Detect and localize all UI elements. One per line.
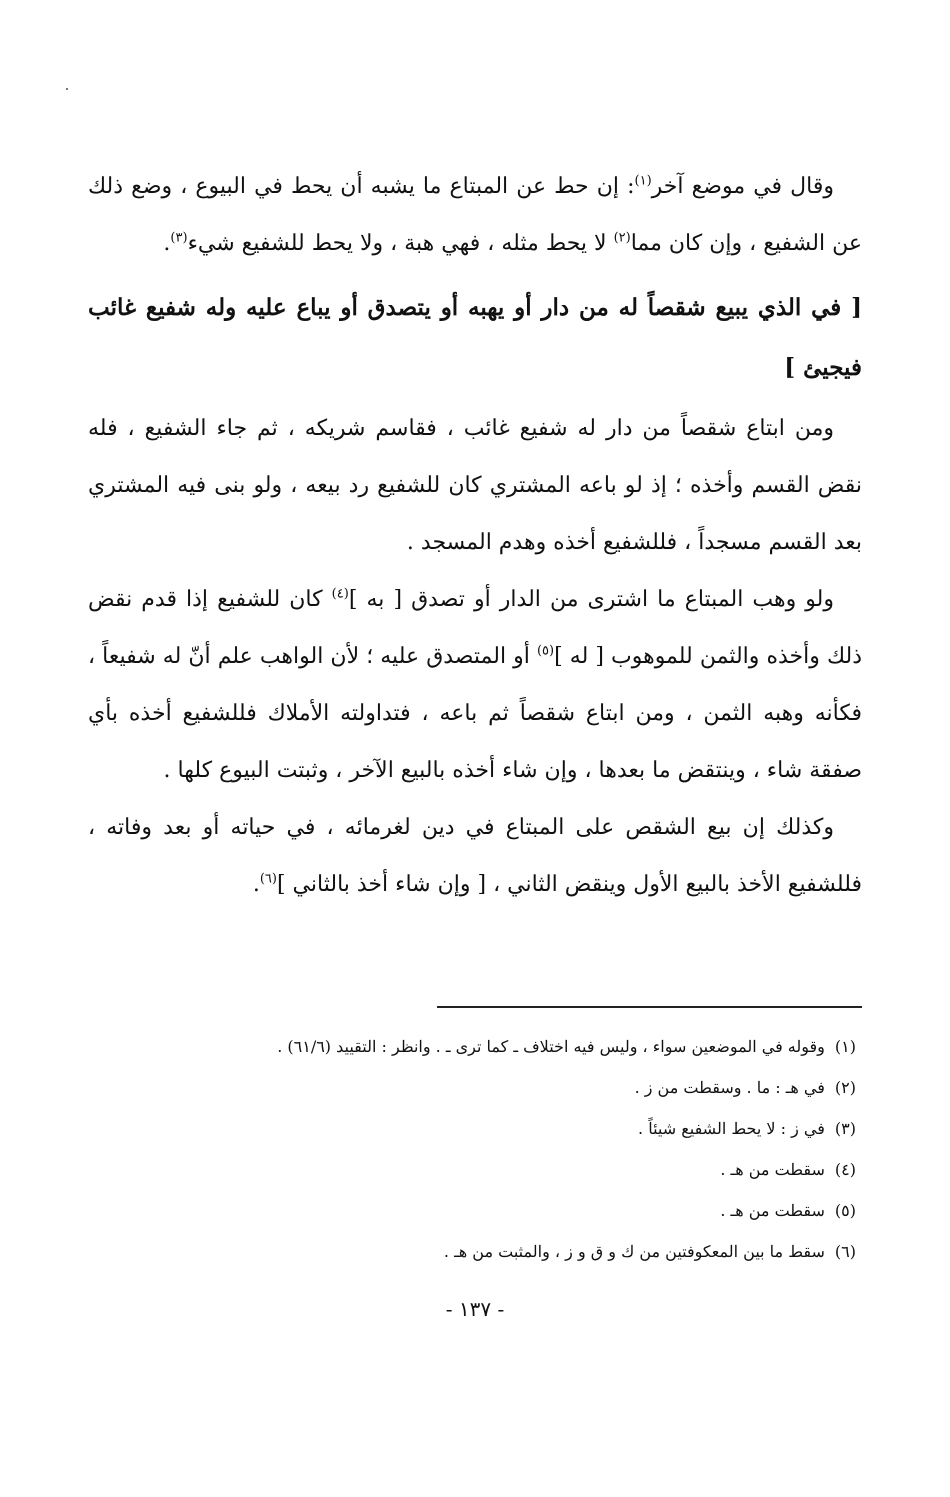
paragraph-3-text-a: ولو وهب المبتاع ما اشترى من الدار أو تصدق [ به ] (348, 587, 834, 612)
main-text (88, 158, 862, 913)
footnote-text: سقطت من هـ . (720, 1201, 825, 1220)
footnote-separator (437, 1006, 862, 1008)
paragraph-4-text-a: وكذلك إن بيع الشقص على المبتاع في دين لغرمائه ، في حياته أو بعد وفاته ، فللشفيع الأخذ بالبيع الأول وينقض الثاني ، [ وإن شاء أخذ بالثاني ] (88, 815, 862, 897)
footnote-number: (٣) (834, 1119, 856, 1138)
footnote-ref-6[interactable]: (٦) (259, 871, 277, 887)
footnote-number: (٤) (834, 1160, 856, 1179)
footnote-text: وقوله في الموضعين سواء ، وليس فيه اختلاف ـ كما ترى ـ . وانظر : التقييد (٦١/٦) . (277, 1037, 825, 1056)
footnote-2 (88, 1067, 862, 1108)
footnote-text: في ز : لا يحط الشفيع شيئاً . (638, 1119, 825, 1138)
footnote-3 (88, 1108, 862, 1149)
footnote-text: سقط ما بين المعكوفتين من ك و ق و ز ، والمثبت من هـ . (443, 1242, 825, 1261)
paragraph-1 (88, 158, 862, 272)
scan-speck (66, 88, 68, 90)
paragraph-2: ومن ابتاع شقصاً من دار له شفيع غائب ، فقاسم شريكه ، ثم جاء الشفيع ، فله نقض القسم وأخذه ؛ إذ لو باعه المشتري كان للشفيع رد بيعه ، ولو بنى فيه المشتري بعد القسم مسجداً ، فللشفيع أخذه وهدم المسجد . (88, 416, 862, 555)
footnote-number: (٦) (834, 1242, 856, 1261)
paragraph-1-text-c: لا يحط مثله ، فهي هبة ، ولا يحط للشفيع شيء (187, 231, 614, 256)
footnote-text: سقطت من هـ . (720, 1160, 825, 1179)
paragraph-3-text-b: كان للشفيع إذا قدم نقض ذلك وأخذه والثمن للموهوب [ له ] (88, 587, 862, 669)
footnote-ref-4[interactable]: (٤) (331, 586, 349, 602)
paragraph-1-text-d: . (163, 231, 171, 256)
paragraph-4-text-b: . (252, 872, 260, 897)
footnote-number: (٢) (834, 1078, 856, 1097)
section-heading: [ في الذي يبيع شقصاً له من دار أو يهبه أو يتصدق أو يباع عليه وله شفيع غائب فيجيئ ] (88, 294, 862, 381)
paragraph-1-text-a: وقال في موضع آخر (651, 174, 834, 199)
footnotes (88, 1026, 862, 1272)
footnote-6 (88, 1231, 862, 1272)
footnote-ref-2[interactable]: (٢) (613, 230, 631, 246)
paragraph-4 (88, 799, 862, 913)
page-number: - ١٣٧ - (445, 1297, 505, 1321)
paragraph-3-text-c: أو المتصدق عليه ؛ لأن الواهب علم أنّ له شفيعاً ، فكأنه وهبه الثمن ، ومن ابتاع شقصاً ثم باعه ، فتداولته الأملاك فللشفيع أخذه بأي صفقة شاء ، وينتقض ما بعدها ، وإن شاء أخذه بالبيع الآخر ، وثبتت البيوع كلها . (88, 644, 863, 783)
footnote-ref-5[interactable]: (٥) (536, 643, 555, 659)
footnote-number: (١) (834, 1037, 856, 1056)
paragraph-3 (88, 571, 862, 799)
footnote-5 (88, 1190, 862, 1231)
footnote-ref-1[interactable]: (١) (634, 173, 652, 189)
footnote-1 (88, 1026, 862, 1067)
footnote-text: في هـ : ما . وسقطت من ز . (634, 1078, 825, 1097)
footnote-number: (٥) (834, 1201, 856, 1220)
paragraph-1-text-b: : إن حط عن المبتاع ما يشبه أن يحط في البيوع ، وضع ذلك عن الشفيع ، وإن كان مما (88, 174, 862, 256)
footnote-ref-3[interactable]: (٣) (170, 230, 188, 246)
footnote-4 (88, 1149, 862, 1190)
